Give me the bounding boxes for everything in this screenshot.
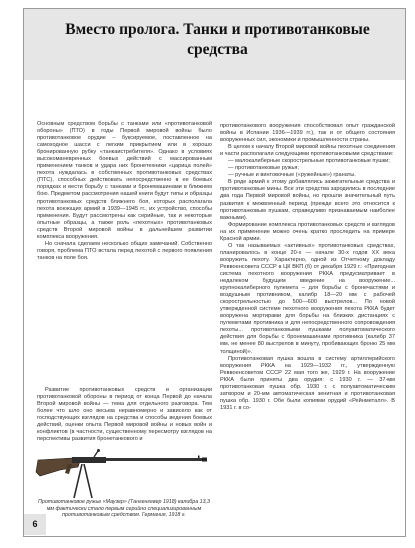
right-paragraph-3: В ряде армий к этому добавлялись зажигательные средства и противотанковые мины. Все эти средства зародились в последние два года Первой мировой войны, но прошли значительный путь развития к межвоенный период (прежде всего это относится к противотанковым пушкам, справедливо признаваемым наиболее важными). (220, 179, 395, 221)
right-column (220, 123, 395, 412)
right-paragraph-5: О так называемых «активных» противотанковых средствах, планировалось в конце 20-х — начале 30-х годов XX века вооружить пехоту. Характерно, одной из Отчетному докладу Реввоенсовета СССР в ЦК ВКП (б) от декабря 1929 г.: «Пригодная система пехотного вооружения РККА предусматривает в недалеком будущем введение на вооружение... крупнокалиберного пулемета – для борьбы с бронечастями и воздушным противником, калибр 18—20 мм с рабочей скорострельностью до 500—600 выстрелов... По новой утвержденной системе пехотного вооружения пехота РККА будет вооружена мортирами для борьбы на близких дистанциях с пулеметами противника и для непосредственного сопровождения пехоты... противотанковыми пушками полуавтоматического действия для борьбы с бронемашинами противника (калибр 37 мм, не менее 80 выстрелов в минуту, пробивающих броню 25 мм толщиной)». (220, 242, 395, 355)
left-paragraph-3: Развитие противотанковых средств и организации противотанковой обороны в период от конца Первой до начала Второй мировой войны — тема для отдельного разговора. Тем более что шло оно весьма неравномерно и зависело как от господствующих взглядов на средства и способы ведения боевых действий, оценки опыта Первой мировой войны и новых войн и конфликтов (в частности, существенному пересмотру взглядов на перспективы развития бронетанкового и (37, 387, 212, 443)
right-paragraph-4: Формирование комплекса противотанковых средств и взглядов на их применение можно очень кратко проследить на примере Красной армии. (220, 221, 395, 242)
page-number: 6 (24, 514, 46, 535)
right-list-item-2: — противотанковые ружья; (228, 165, 299, 172)
left-column (37, 121, 212, 262)
right-paragraph-2: В целом к началу Второй мировой войны пехотные соединения и части располагали следующими противотанковыми средствами: (220, 144, 395, 158)
figure-caption: Противотанковое ружье «Маузер» (Тангенгевер 1918) калибра 13,3 мм фактически стало первым серийно специализированным противотанковым средством. Германия, 1918 г. (38, 499, 210, 519)
left-column-bottom (37, 387, 212, 443)
left-paragraph-1: Основным средством борьбы с танками или «противотанковой обороны» (ПТО) в годы Первой мировой войны было противотанковое орудие – буксируемое, поставленное на самоходное шасси с легким прикрытием или в хорошо бронированную рубку «танкаистребителя». Однако в условиях высокоманевренных боевых действий с массированным применением танков и удара них бронетехники «царица полей» пехота нуждалась в собственных противотанковых средствах (ПТС), способных действовать непосредственно в ее боевых порядках и вести борьбу с танками и бронемашинами в ближнем бою. Предметом рассмотрения нашей книги будут типы и образцы противотанковых средств ближнего боя, которых располагала пехота воюющих армий в 1939—1945 гг., их устройство, способы применения. Будут рассмотрены как серийные, так и некоторые опытные образцы, а также роль «пехотных» противотанковых средств Второй мировой войны в дальнейшем развитии комплекса вооружения. (37, 121, 212, 240)
chapter-title: Вместо пролога. Танки и противотанковые средства (65, 21, 370, 58)
right-paragraph-1: противотанкового вооружения способствовал опыт гражданской войны в Испании 1936—1939 гг.), так и от общего состояния вооруженных сил, экономики и промышленности страны. (220, 123, 395, 144)
right-paragraph-6: Противотанковая пушка вошла в систему артиллерийского вооружения РККА на 1929—1932 гг., утвержденную Реввоенсоветом СССР 22 мая того же, 1929 г. На вооружение РККА были приняты два орудия: с 1930 г. — 37-мм противотанковая пушка обр. 1930 г. с полуавтоматическим затвором и 20-мм автоматическая зенитная и противотанковая пушка обр. 1930 г. Обе были копиями орудий «Рейнметалл». В 1931 г. в со- (220, 355, 395, 411)
left-paragraph-2: Но сначала сделаем несколько общих замечаний. Собственно говоря, проблема ПТО встала перед пехотой с первого появления танков на поле боя. (37, 240, 212, 261)
right-list-item-3: — ручные и винтовочные («ружейные») гранаты. (228, 172, 356, 179)
anti-tank-rifle-illustration (32, 440, 214, 500)
right-list-item-1: — малокалиберные скорострельные противотанковые пушки; (228, 158, 390, 165)
